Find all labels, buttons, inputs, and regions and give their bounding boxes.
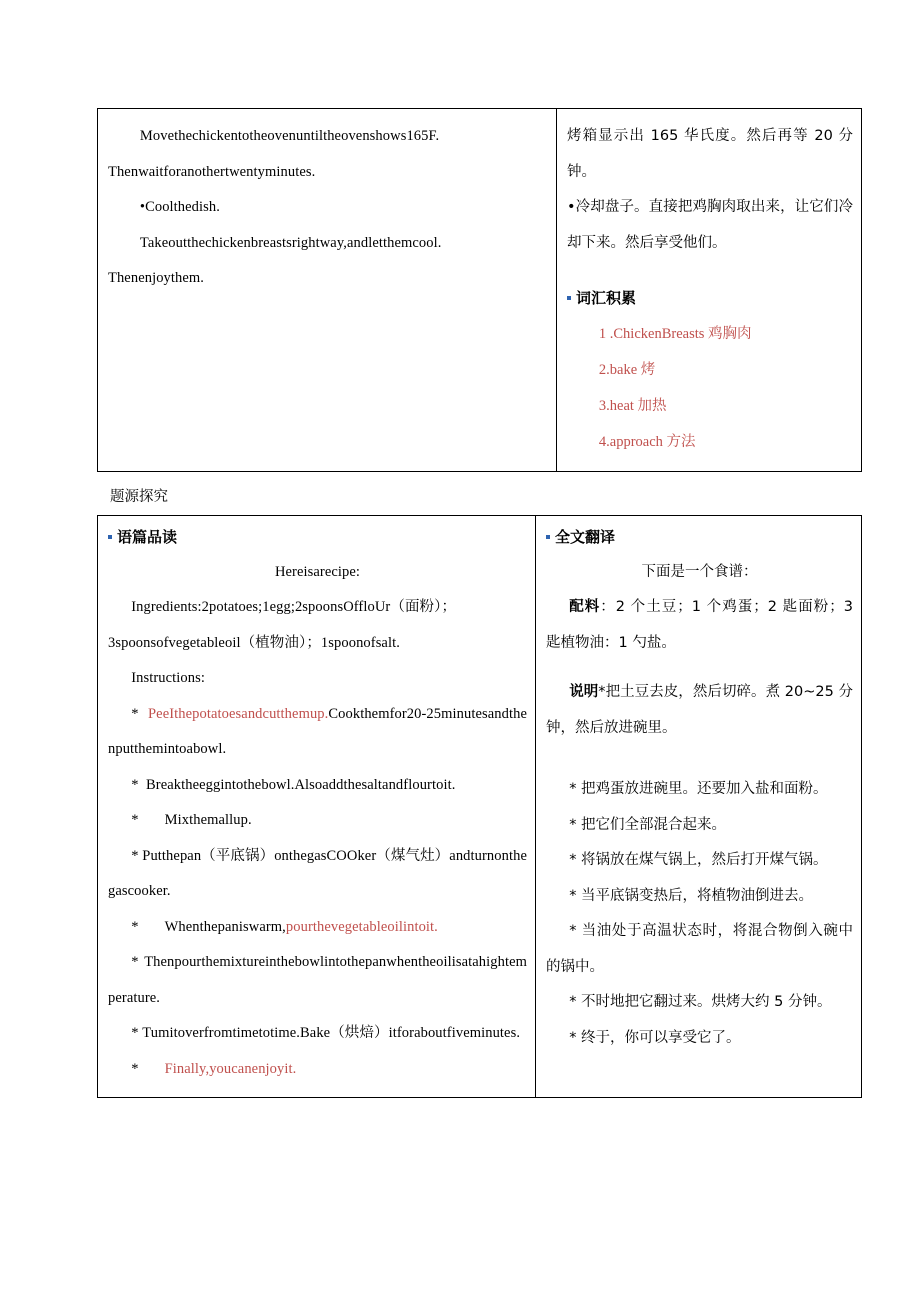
- vocab-item-3: [567, 388, 853, 424]
- vocab-spacer: [567, 261, 853, 287]
- step-marker-2: *: [131, 776, 139, 793]
- instruction-step-5: [108, 910, 527, 946]
- top-en-line-4: Takeoutthechickenbreastsrightway,andletthemcool.: [139, 234, 442, 251]
- section-heading: 题源探究: [110, 489, 168, 505]
- top-en-line-3: •Coolthedish.: [139, 199, 220, 216]
- translation-step-2: * 把它们全部混合起来。: [569, 816, 727, 833]
- instruction-step-7: [108, 1016, 527, 1052]
- step-marker-5: *: [131, 918, 139, 935]
- zh-spacer-1: [546, 661, 853, 675]
- instruction-step-8: [108, 1052, 527, 1088]
- instruction-step-4: [108, 839, 527, 910]
- step-black-2: Breaktheeggintothebowl.Alsoaddthesaltandflourtoit.: [146, 776, 456, 793]
- top-zh-line-1: 烤箱显示出 165 华氏度。然后再等 20 分钟。: [567, 128, 853, 180]
- square-bullet-icon: [108, 535, 112, 539]
- ingredients-text-zh: ：2 个土豆；1 个鸡蛋；2 匙面粉；3 匙植物油：1 勺盐。: [546, 599, 853, 651]
- ingredients-line-2: 3spoonsofvegetableoil（植物油）；1spoonofsalt.: [108, 634, 400, 651]
- step-marker-4: *: [131, 847, 139, 864]
- square-bullet-icon: [567, 296, 571, 300]
- translation-title: 下面是一个食谱：: [641, 563, 758, 580]
- top-en-line-1: Movethechickentotheovenuntiltheovenshows165F.: [139, 128, 440, 144]
- step-marker-8: *: [131, 1060, 139, 1077]
- vocabulary-list: [567, 316, 853, 461]
- translation-step-3: * 将锅放在煤气锅上，然后打开煤气锅。: [569, 852, 828, 869]
- vocab-num-1: 1: [598, 325, 607, 342]
- vocab-gloss-3: 加热: [637, 398, 667, 415]
- vocab-item-1: [567, 316, 853, 352]
- step-black-1: Cookthemfor20-25minutesandthenputthemintoabowl.: [108, 705, 527, 758]
- vocab-term-3: .heat: [606, 398, 634, 415]
- bottom-chinese-cell: [536, 516, 862, 1098]
- vocab-gloss-4: 方法: [666, 434, 696, 451]
- vocab-num-4: 4: [598, 434, 607, 451]
- bottom-english-cell: [98, 516, 536, 1098]
- recipe-continuation-table: [97, 108, 862, 472]
- vocab-item-4: [567, 424, 853, 460]
- vocab-gloss-2: 烤: [640, 361, 656, 378]
- top-zh-line-2: •冷却盘子。直接把鸡胸肉取出来，让它们冷却下来。然后享受他们。: [567, 199, 853, 251]
- translation-step-7: * 终于，你可以享受它了。: [569, 1029, 741, 1046]
- step-black-6: Thenpourthemixtureinthebowlintothepanwhentheoilisatahightemperature.: [108, 954, 527, 1006]
- instruction-step-3: [108, 803, 527, 839]
- vocab-term-1: .ChickenBreasts: [609, 325, 705, 342]
- instructions-first-text-zh: *把土豆去皮，然后切碎。煮 20~25 分钟，然后放进碗里。: [546, 684, 853, 736]
- vocabulary-heading: [567, 287, 853, 310]
- step-marker-7: *: [131, 1025, 139, 1042]
- translation-instructions-first: [546, 675, 853, 746]
- instruction-step-2: [108, 768, 527, 804]
- translation-step-1: * 把鸡蛋放进碗里。还要加入盐和面粉。: [569, 781, 828, 798]
- top-en-line-2: Thenwaitforanothertwentyminutes.: [108, 163, 316, 180]
- top-chinese-cell: [557, 109, 862, 472]
- vocab-term-4: .approach: [606, 434, 663, 451]
- translation-step-5: * 当油处于高温状态时，将混合物倒入碗中的锅中。: [546, 923, 853, 975]
- translation-ingredients: [546, 590, 853, 661]
- instruction-step-6: [108, 945, 527, 1016]
- top-en-line-5: Thenenjoythem.: [108, 270, 205, 287]
- step-marker-6: *: [131, 954, 139, 971]
- step-red-8: Finally,youcanenjoyit.: [164, 1060, 297, 1077]
- vocab-num-3: 3: [598, 398, 607, 415]
- zh-spacer-2: [546, 746, 853, 772]
- passage-reading-heading: [108, 526, 527, 549]
- table-row: [98, 109, 862, 472]
- step-red-5: pourthevegetableoilintoit.: [285, 918, 438, 935]
- step-black-5: Whenthepaniswarm,: [164, 918, 286, 935]
- table-row: [98, 516, 862, 1098]
- passage-reading-heading-label: 语篇品读: [117, 528, 178, 546]
- vocab-num-2: 2: [598, 361, 607, 378]
- source-analysis-table: [97, 515, 862, 1098]
- vocab-gloss-1: 鸡胸肉: [708, 325, 752, 342]
- step-marker-3: *: [131, 812, 139, 829]
- step-red-1: PeeIthepotatoesandcutthemup.: [148, 705, 329, 722]
- step-black-3: Mixthemallup.: [164, 812, 252, 829]
- ingredients-label-zh: 配料: [569, 599, 601, 616]
- step-black-4: Putthepan（平底锅）onthegasCOOker（煤气灶）andturnonthegascooker.: [108, 847, 527, 900]
- recipe-title: Hereisarecipe:: [274, 563, 361, 580]
- translation-step-6: * 不时地把它翻过来。烘烤大约 5 分钟。: [569, 994, 832, 1011]
- top-english-cell: [98, 109, 557, 472]
- instructions-label: Instructions:: [131, 670, 205, 687]
- instructions-label-zh: 说明: [569, 684, 599, 701]
- vocab-item-2: [567, 352, 853, 388]
- full-translation-heading: [546, 526, 853, 549]
- instruction-step-1: [108, 697, 527, 768]
- square-bullet-icon: [546, 535, 550, 539]
- vocabulary-heading-label: 词汇积累: [576, 289, 637, 308]
- translation-step-4: * 当平底锅变热后，将植物油倒进去。: [569, 887, 814, 904]
- full-translation-heading-label: 全文翻译: [555, 528, 616, 546]
- step-black-7: Tumitoverfromtimetotime.Bake（烘焙）itforaboutfiveminutes.: [142, 1025, 521, 1042]
- step-marker-1: *: [131, 705, 139, 722]
- ingredients-line-1: Ingredients:2potatoes;1egg;2spoonsOffloUr（面粉）；: [131, 599, 457, 616]
- vocab-term-2: .bake: [606, 361, 638, 378]
